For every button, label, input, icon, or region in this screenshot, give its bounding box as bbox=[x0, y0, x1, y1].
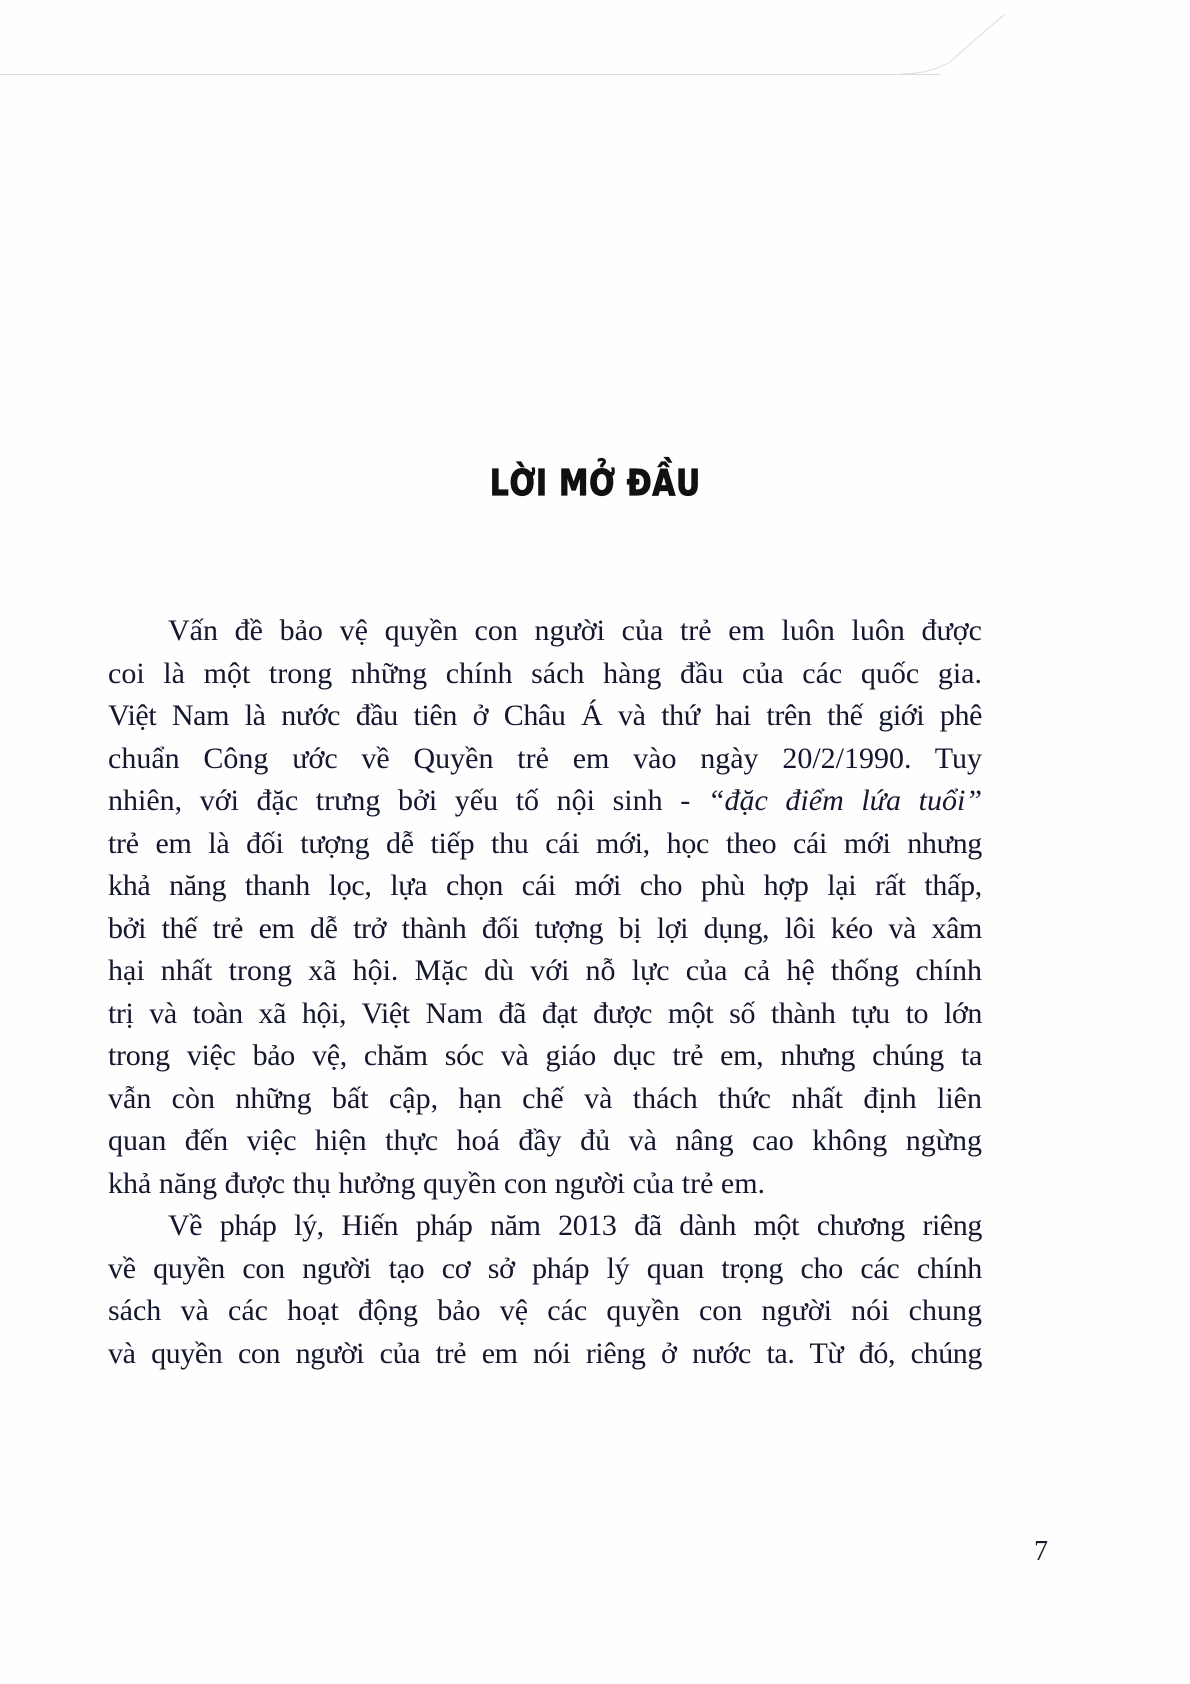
text-line: khả năng được thụ hưởng quyền con người của trẻ em. bbox=[108, 1166, 766, 1200]
text-line: và quyền con người của trẻ em nói riêng ở nước ta. Từ đó, chúng bbox=[108, 1336, 982, 1370]
text-line: bởi thế trẻ em dễ trở thành đối tượng bị lợi dụng, lôi kéo và xâm bbox=[108, 911, 982, 945]
text-line: vẫn còn những bất cập, hạn chế và thách thức nhất định liên bbox=[108, 1081, 982, 1115]
page-edge-curve bbox=[900, 14, 1010, 75]
text-line: trị và toàn xã hội, Việt Nam đã đạt được một số thành tựu to lớn bbox=[108, 996, 982, 1030]
text-line-with-quote bbox=[108, 780, 982, 823]
text-line: sách và các hoạt động bảo vệ các quyền con người nói chung bbox=[108, 1294, 982, 1327]
text-line: trong việc bảo vệ, chăm sóc và giáo dục trẻ em, nhưng chúng ta bbox=[108, 1039, 982, 1072]
text-line: Về pháp lý, Hiến pháp năm 2013 đã dành một chương riêng bbox=[168, 1209, 982, 1242]
italic-quote: “đặc điểm lứa tuổi” bbox=[707, 784, 982, 817]
text-line: về quyền con người tạo cơ sở pháp lý quan trọng cho các chính bbox=[108, 1251, 982, 1285]
text-line: khả năng thanh lọc, lựa chọn cái mới cho phù hợp lại rất thấp, bbox=[108, 869, 982, 902]
text-line: chuẩn Công ước về Quyền trẻ em vào ngày 20/2/1990. Tuy bbox=[108, 741, 982, 775]
text-line: Việt Nam là nước đầu tiên ở Châu Á và thứ hai trên thế giới phê bbox=[108, 699, 982, 732]
body-text bbox=[108, 610, 982, 1375]
paragraph-1 bbox=[108, 610, 982, 1205]
page-edge-line bbox=[0, 74, 940, 75]
text-line: quan đến việc hiện thực hoá đầy đủ và nâng cao không ngừng bbox=[108, 1124, 982, 1157]
text-line: nhiên, với đặc trưng bởi yếu tố nội sinh - bbox=[108, 784, 708, 817]
paragraph-2 bbox=[108, 1205, 982, 1375]
page-title: LỜI MỞ ĐẦU bbox=[489, 463, 701, 504]
page-number: 7 bbox=[1034, 1536, 1048, 1567]
text-line: Vấn đề bảo vệ quyền con người của trẻ em luôn luôn được bbox=[168, 614, 982, 647]
text-line: hại nhất trong xã hội. Mặc dù với nỗ lực của cả hệ thống chính bbox=[108, 954, 982, 987]
text-line: coi là một trong những chính sách hàng đầu của các quốc gia. bbox=[108, 656, 982, 690]
text-line: trẻ em là đối tượng dễ tiếp thu cái mới, học theo cái mới nhưng bbox=[108, 826, 982, 860]
